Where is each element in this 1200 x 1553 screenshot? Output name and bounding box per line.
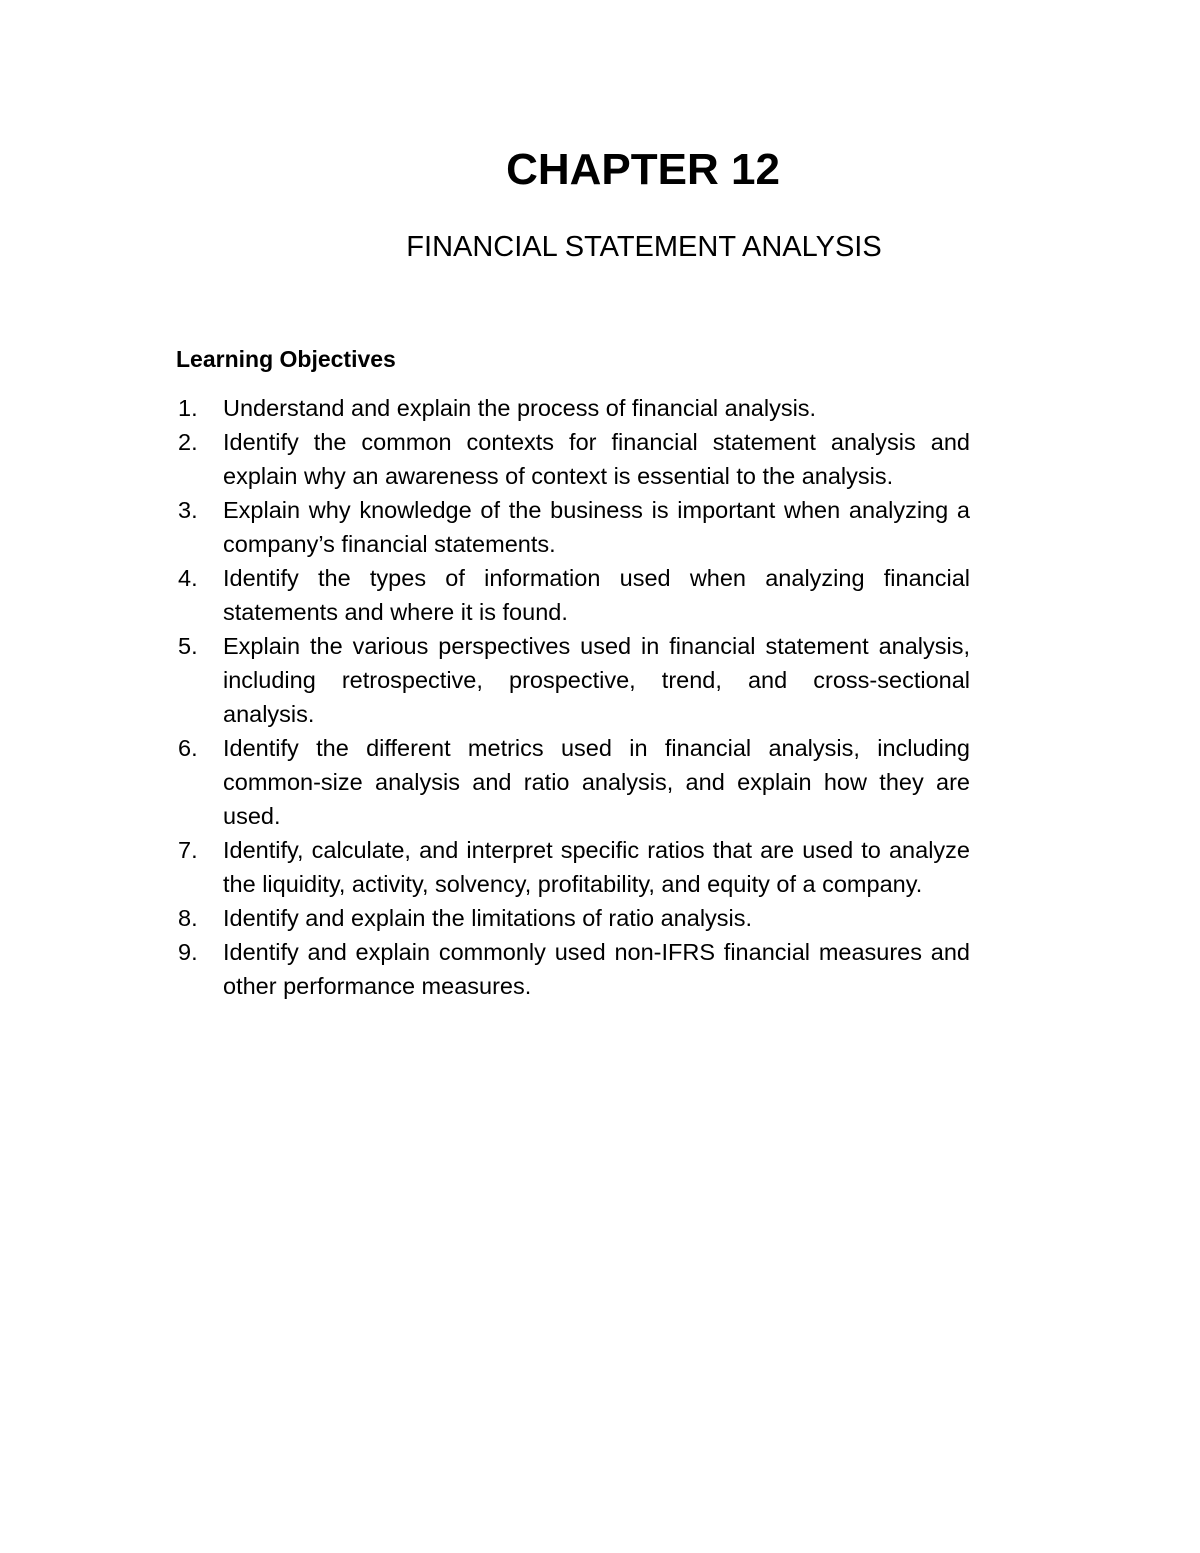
learning-objectives-list — [178, 391, 970, 1003]
objective-item-5 — [178, 629, 970, 731]
objective-number: 3. — [178, 497, 198, 523]
objective-text: Identify the types of information used when analyzing financial statements and where it is found. — [223, 565, 970, 625]
objective-item-7 — [178, 833, 970, 901]
objective-text: Identify, calculate, and interpret specific ratios that are used to analyze the liquidity, activity, solvency, profitability, and equity of a company. — [223, 837, 970, 897]
objective-number: 1. — [178, 395, 198, 421]
objective-text: Identify the common contexts for financial statement analysis and explain why an awareness of context is essential to the analysis. — [223, 429, 970, 489]
objective-item-9 — [178, 935, 970, 1003]
objective-item-4 — [178, 561, 970, 629]
objective-number: 6. — [178, 735, 198, 761]
learning-objectives-heading: Learning Objectives — [176, 346, 396, 372]
objective-number: 5. — [178, 633, 198, 659]
objective-text: Identify and explain commonly used non-IFRS financial measures and other performance measures. — [223, 939, 970, 999]
objective-number: 8. — [178, 905, 198, 931]
objective-text: Identify the different metrics used in financial analysis, including common-size analysis and ratio analysis, and explain how they are used. — [223, 735, 970, 829]
objective-item-6 — [178, 731, 970, 833]
objective-item-3 — [178, 493, 970, 561]
objective-item-2 — [178, 425, 970, 493]
chapter-title: CHAPTER 12 — [506, 145, 780, 194]
objective-number: 7. — [178, 837, 198, 863]
objective-number: 4. — [178, 565, 198, 591]
objective-text: Identify and explain the limitations of ratio analysis. — [223, 905, 753, 931]
objective-number: 2. — [178, 429, 198, 455]
objective-text: Explain why knowledge of the business is important when analyzing a company’s financial statements. — [223, 497, 970, 557]
chapter-subtitle: FINANCIAL STATEMENT ANALYSIS — [406, 231, 882, 263]
objective-number: 9. — [178, 939, 198, 965]
objective-item-8 — [178, 901, 970, 935]
objective-text: Explain the various perspectives used in financial statement analysis, including retrospective, prospective, trend, and cross-sectional analysis. — [223, 633, 970, 727]
objective-item-1 — [178, 391, 970, 425]
objective-text: Understand and explain the process of financial analysis. — [223, 395, 817, 421]
